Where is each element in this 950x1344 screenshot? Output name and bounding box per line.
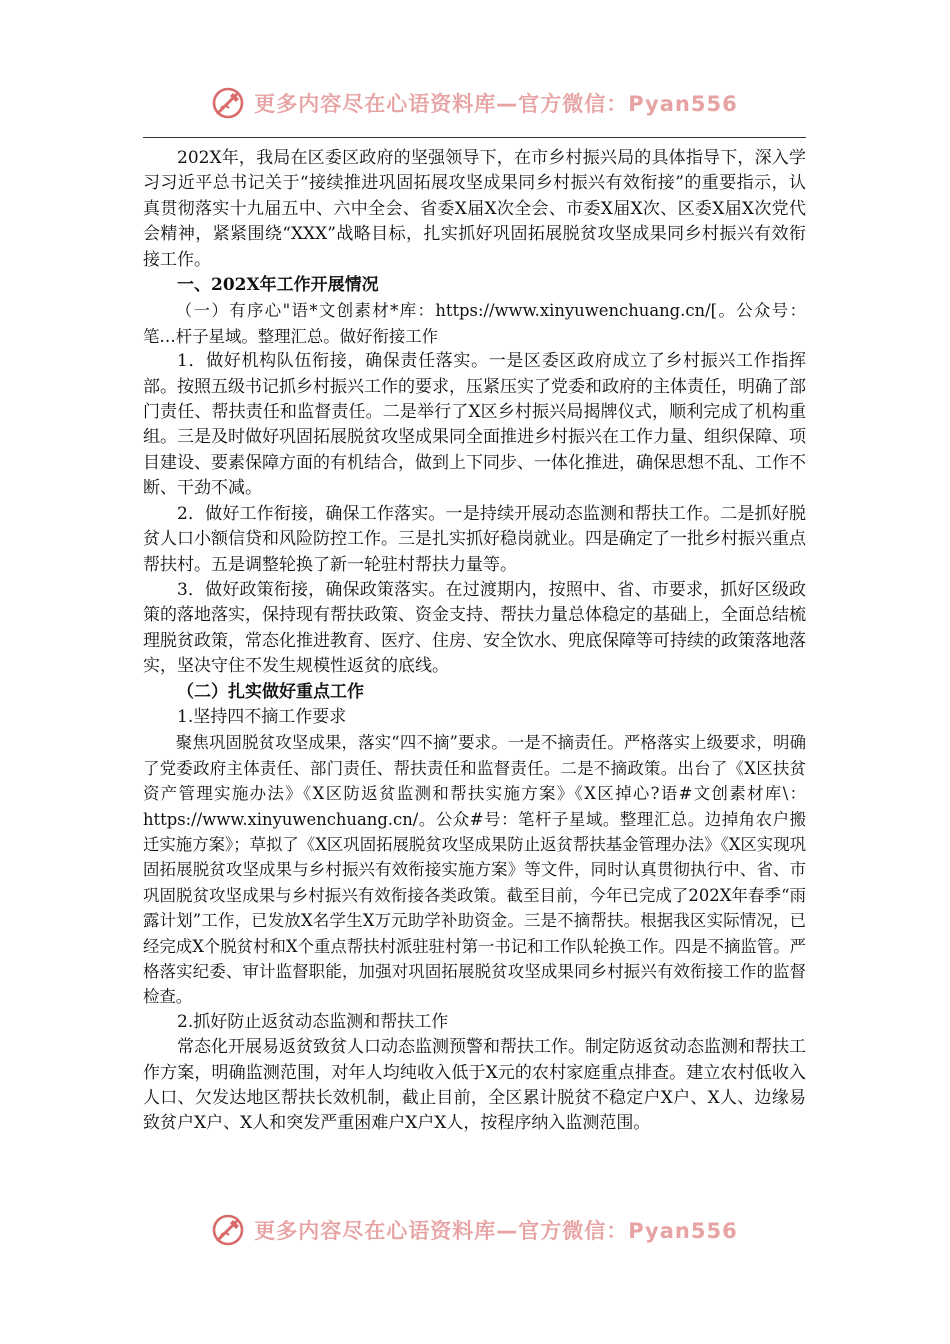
footer-banner	[0, 1207, 950, 1253]
banner-text: 更多内容尽在心语资料库—官方微信：Pyan556	[254, 92, 738, 116]
header-divider	[143, 137, 806, 138]
banner-text: 更多内容尽在心语资料库—官方微信：Pyan556	[254, 1219, 738, 1243]
writing-hand-logo-icon	[212, 1213, 246, 1247]
subsection-heading-1: （一）有序心"语*文创素材*库：https://www.xinyuwenchuang.cn/[。公众号：笔…杆子星域。整理汇总。做好衔接工作	[143, 301, 806, 346]
body-paragraph: 2．做好工作衔接，确保工作落实。一是持续开展动态监测和帮扶工作。二是抓好脱贫人口小额信贷和风险防控工作。三是扎实抓好稳岗就业。四是确定了一批乡村振兴重点帮扶村。五是调整轮换了新一轮驻村帮扶力量等。	[143, 503, 806, 575]
body-paragraph: 常态化开展易返贫致贫人口动态监测预警和帮扶工作。制定防返贫动态监测和帮扶工作方案，明确监测范围，对年人均纯收入低于X元的农村家庭重点排查。建立农村低收入人口、欠发达地区帮扶长效机制，截止目前，全区累计脱贫不稳定户X户、X人、边缘易致贫户X户、X人和突发严重困难户X户X人，按程序纳入监测范围。	[143, 1037, 806, 1134]
body-paragraph: 1．做好机构队伍衔接，确保责任落实。一是区委区政府成立了乡村振兴工作指挥部。按照五级书记抓乡村振兴工作的要求，压紧压实了党委和政府的主体责任，明确了部门责任、帮扶责任和监督责任。二是举行了X区乡村振兴局揭牌仪式，顺利完成了机构重组。三是及时做好巩固拓展脱贫攻坚成果同全面推进乡村振兴在工作力量、组织保障、项目建设、要素保障方面的有机结合，做到上下同步、一体化推进，确保思想不乱、工作不断、干劲不减。	[143, 351, 806, 499]
section-heading-1: 一、202X年工作开展情况	[177, 275, 379, 296]
item-heading: 1.坚持四不摘工作要求	[177, 706, 347, 727]
header-banner	[0, 80, 950, 126]
item-heading: 2.抓好防止返贫动态监测和帮扶工作	[177, 1011, 449, 1032]
subsection-heading-2: （二）扎实做好重点工作	[177, 681, 364, 702]
body-paragraph: 3．做好政策衔接，确保政策落实。在过渡期内，按照中、省、市要求，抓好区级政策的落地落实，保持现有帮扶政策、资金支持、帮扶力量总体稳定的基础上，全面总结梳理脱贫政策，常态化推进教育、医疗、住房、安全饮水、兜底保障等可持续的政策落地落实，坚决守住不发生规模性返贫的底线。	[143, 579, 806, 677]
document-body	[143, 146, 806, 1137]
intro-paragraph: 202X年，我局在区委区政府的坚强领导下，在市乡村振兴局的具体指导下，深入学习习近平总书记关于“接续推进巩固拓展攻坚成果同乡村振兴有效衔接”的重要指示，认真贯彻落实十九届五中、六中全会、省委X届X次全会、市委X届X次、区委X届X次党代会精神，紧紧围绕“XXX”战略目标，扎实抓好巩固拓展脱贫攻坚成果同乡村振兴有效衔接工作。	[143, 148, 806, 270]
body-paragraph: 聚焦巩固脱贫攻坚成果，落实“四不摘”要求。一是不摘责任。严格落实上级要求，明确了党委政府主体责任、部门责任、帮扶责任和监督责任。二是不摘政策。出台了《X区扶贫资产管理实施办法》《X区防返贫监测和帮扶实施方案》《X区掉心?语#文创素材库\：https://www.xinyuwenchuang.cn/。公众#号：笔杆子星域。整理汇总。边掉角农户搬迁实施方案》；草拟了《X区巩固拓展脱贫攻坚成果防止返贫帮扶基金管理办法》《X区实现巩固拓展脱贫攻坚成果与乡村振兴有效衔接实施方案》等文件，同时认真贯彻执行中、省、市巩固脱贫攻坚成果与乡村振兴有效衔接各类政策。截至目前，今年已完成了202X年春季“雨露计划”工作，已发放X名学生X万元助学补助资金。三是不摘帮扶。根据我区实际情况，已经完成X个脱贫村和X个重点帮扶村派驻驻村第一书记和工作队轮换工作。四是不摘监管。严格落实纪委、审计监督职能，加强对巩固拓展脱贫攻坚成果同乡村振兴有效衔接工作的监督检查。	[143, 733, 806, 1007]
writing-hand-logo-icon	[212, 86, 246, 120]
